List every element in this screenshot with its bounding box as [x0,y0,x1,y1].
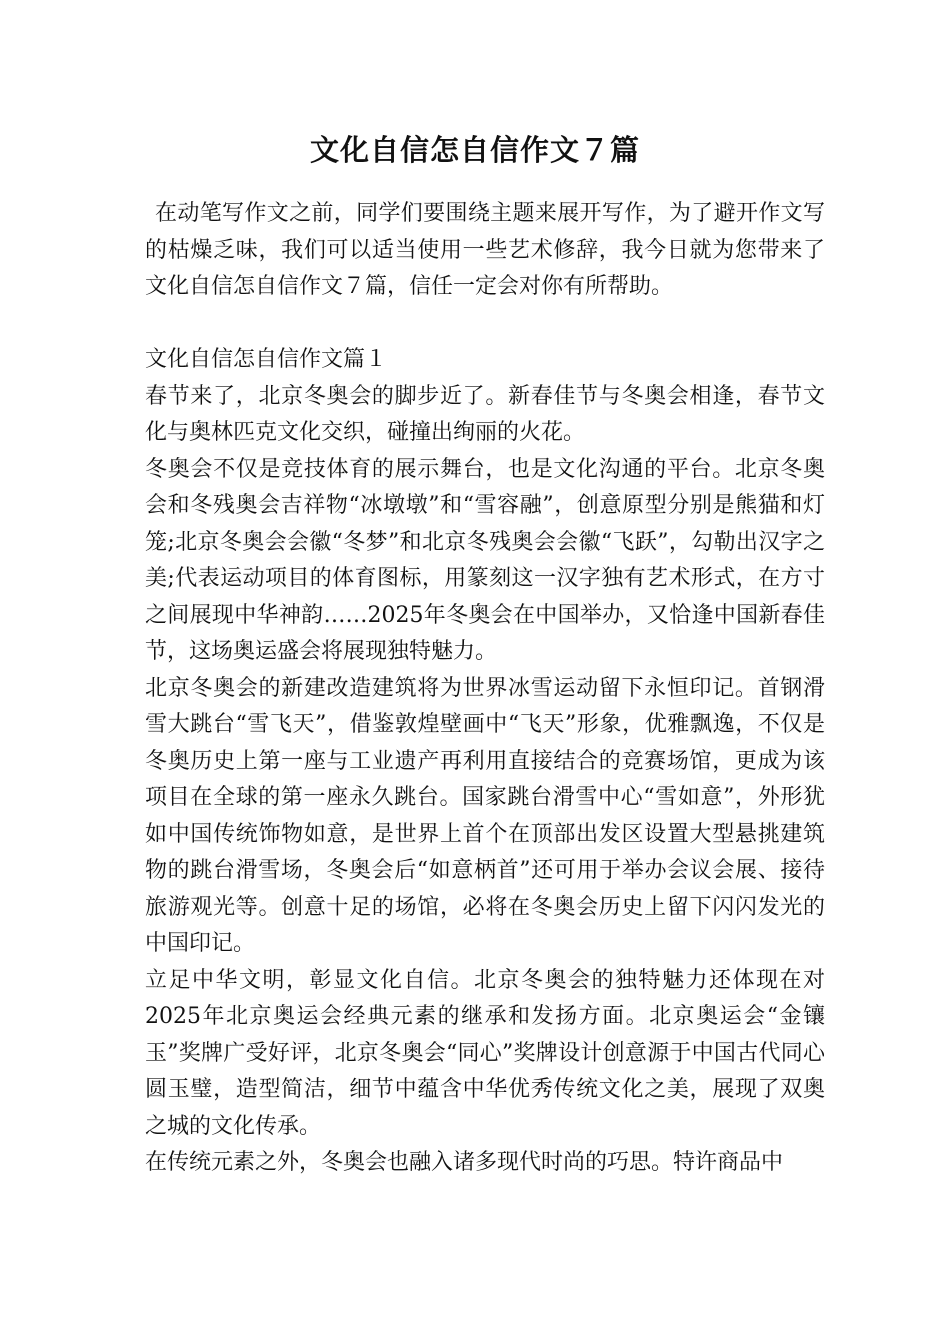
body-paragraph-2: 冬奥会不仅是竞技体育的展示舞台，也是文化沟通的平台。北京冬奥会和冬残奥会吉祥物“冰墩墩”和“雪容融”，创意原型分别是熊猫和灯笼;北京冬奥会会徽“冬梦”和北京冬残奥会会徽“飞跃”，勾勒出汉字之美;代表运动项目的体育图标，用篆刻这一汉字独有艺术形式，在方寸之间展现中华神韵……2025年冬奥会在中国举办，又恰逢中国新春佳节，这场奥运盛会将展现独特魅力。 [145,456,825,664]
body-paragraph-3: 北京冬奥会的新建改造建筑将为世界冰雪运动留下永恒印记。首钢滑雪大跳台“雪飞天”，借鉴敦煌壁画中“飞天”形象，优雅飘逸，不仅是冬奥历史上第一座与工业遗产再利用直接结合的竞赛场馆，更成为该项目在全球的第一座永久跳台。国家跳台滑雪中心“雪如意”，外形犹如中国传统饰物如意，是世界上首个在顶部出发区设置大型悬挑建筑物的跳台滑雪场，冬奥会后“如意柄首”还可用于举办会议会展、接待旅游观光等。创意十足的场馆，必将在冬奥会历史上留下闪闪发光的中国印记。 [145,675,825,956]
body-paragraph-4: 立足中华文明，彰显文化自信。北京冬奥会的独特魅力还体现在对2025年北京奥运会经典元素的继承和发扬方面。北京奥运会“金镶玉”奖牌广受好评，北京冬奥会“同心”奖牌设计创意源于中国古代同心圆玉璧，造型简洁，细节中蕴含中华优秀传统文化之美，展现了双奥之城的文化传承。 [145,967,825,1139]
document-title: 文化自信怎自信作文７篇 [309,133,640,167]
body-paragraph-5: 在传统元素之外，冬奥会也融入诸多现代时尚的巧思。特许商品中 [145,1150,784,1175]
section-heading: 文化自信怎自信作文篇１ [145,347,388,372]
article-body [145,342,825,1182]
body-paragraph-1: 春节来了，北京冬奥会的脚步近了。新春佳节与冬奥会相逢，春节文化与奥林匹克文化交织，碰撞出绚丽的火花。 [145,383,825,445]
intro-paragraph: 在动笔写作文之前，同学们要围绕主题来展开写作，为了避开作文写的枯燥乏味，我们可以适当使用一些艺术修辞，我今日就为您带来了文化自信怎自信作文７篇，信任一定会对你有所帮助。 [145,201,825,299]
